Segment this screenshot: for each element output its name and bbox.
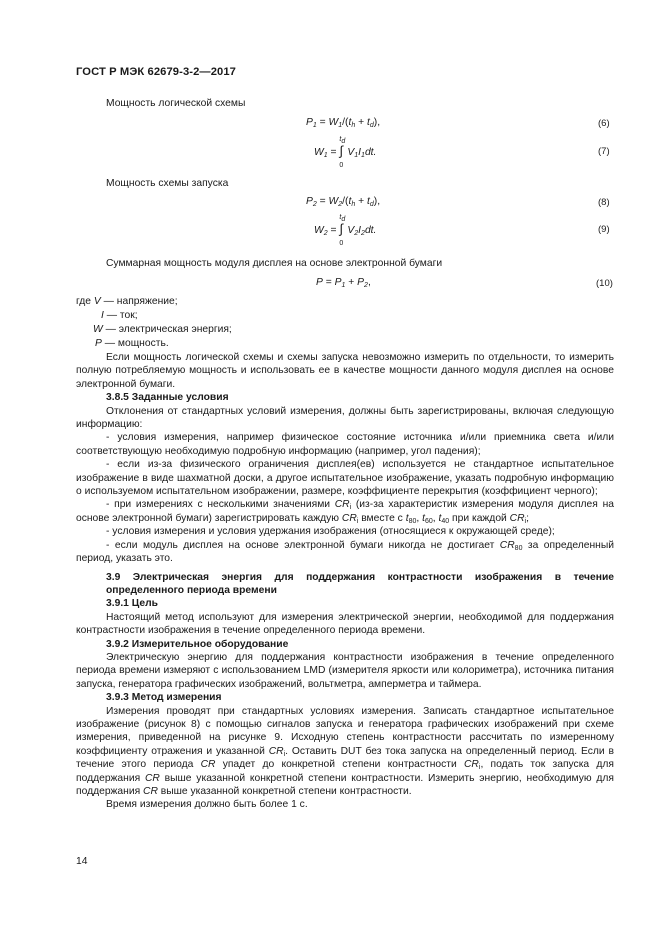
- list-item: - если из-за физического ограничения дисплея(ев) используется не стандартное испытательное изображение в виде шахматной доски, а другое испытательное изображение, указать подробную информацию о используемом испытательном изображении, размере, коэффициенте перекрытия (коэффициент черного);: [76, 459, 614, 498]
- start-power-label: Мощность схемы запуска: [106, 178, 229, 189]
- section-heading-3-8-5: 3.8.5 Заданные условия: [106, 392, 229, 404]
- integral-sign: ∫: [339, 143, 343, 158]
- list-item: - если модуль дисплея на основе электронной бумаги никогда не достигает $CR_{80}$ за определенный период, указать это.: [76, 539, 614, 565]
- paragraph: Настоящий метод используют для измерения электрической энергии, необходимой для поддержания контрастности изображения в течение определенного периода времени.: [76, 611, 614, 637]
- equation-8-number: (8): [598, 197, 610, 208]
- equation-9: $W_2$ = $t_d$ ∫ 0 $V_2I_2dt$.: [314, 214, 377, 247]
- section-heading-3-9-2: 3.9.2 Измерительное оборудование: [106, 638, 289, 650]
- where-p: P — мощность.: [95, 338, 169, 349]
- equation-7: $W_1$ = $t_d$ ∫ 0 $V_1I_1dt$.: [314, 136, 377, 169]
- page-number: 14: [76, 856, 88, 867]
- equation-10-number: (10): [596, 278, 613, 289]
- list-item: - условия измерения, например физическое состояние источника и/или приемника света и/или соответствующую необходимую подробную информацию (например, угол падения);: [76, 432, 614, 457]
- section-heading-3-9-1: 3.9.1 Цель: [106, 598, 159, 610]
- where-w: W — электрическая энергия;: [93, 324, 232, 335]
- section-heading-3-9-3: 3.9.3 Метод измерения: [106, 692, 222, 704]
- equation-9-number: (9): [598, 224, 610, 235]
- equation-8: $P_2 = W_2/(t_h + t_d)$,: [306, 196, 381, 208]
- where-v: где V — напряжение;: [76, 296, 178, 307]
- list-item: - условия измерения и условия удержания изображения (относящиеся к окружающей среде);: [106, 526, 555, 538]
- equation-6: $P_1 = W_1/(t_h + t_d)$,: [306, 117, 381, 129]
- equation-7-number: (7): [598, 146, 610, 157]
- logic-power-label: Мощность логической схемы: [106, 98, 246, 109]
- paragraph: Отклонения от стандартных условий измерения, должны быть зарегистрированы, включая следующую информацию:: [76, 405, 614, 431]
- section-heading-3-9: 3.9 Электрическая энергия для поддержания контрастности изображения в течение определенного периода времени: [106, 571, 614, 596]
- equation-10: $P = P_1 + P_2$,: [316, 277, 371, 289]
- body-text: [76, 351, 614, 812]
- paragraph: Электрическую энергию для поддержания контрастности изображения в течение определенного периода времени измеряют с использованием LMD (измерителя яркости или колориметра), источника питания запуска, генератора графических изображений, вольтметра, амперметра и таймера.: [76, 651, 614, 690]
- integral-sign: ∫: [339, 221, 343, 236]
- where-i: I — ток;: [101, 310, 138, 321]
- paragraph: Измерения проводят при стандартных условиях измерения. Записать стандартное испытательное изображение (рисунок 8) с помощью сигналов запуска и генератора графических изображений при схеме измерения, приведенной на рисунке 9. Исходную степень контрастности рассчитать по измеренному коэффициенту отражения и указанной $CR_i$. Оставить DUT без тока запуска на определенный период. Если в течение этого периода CR упадет до конкретной степени контрастности $CR_i$, подать ток запуска для поддержания CR выше указанной конкретной степени контрастности. Измерить энергию, необходимую для поддержания CR выше указанной конкретной степени контрастности.: [76, 705, 615, 797]
- document-header: ГОСТ Р МЭК 62679-3-2—2017: [76, 66, 237, 78]
- paragraph: Время измерения должно быть более 1 с.: [106, 799, 308, 811]
- list-item: - при измерениях с несколькими значениями $CR_i$ (из-за характеристик измерения модуля дисплея на основе электронной бумаги) зарегистрировать каждую $CR_i$ вместе с $t_{80}$, $t_{60}$, $t_{40}$ при каждой $CR_i$;: [76, 499, 614, 525]
- total-power-label: Суммарная мощность модуля дисплея на основе электронной бумаги: [106, 258, 443, 269]
- equation-6-number: (6): [598, 118, 610, 129]
- paragraph: Если мощность логической схемы и схемы запуска невозможно измерить по отдельности, то измерить полную потребляемую мощность и использовать ее в качестве мощности данного модуля дисплея на основе электронной бумаги.: [76, 352, 614, 390]
